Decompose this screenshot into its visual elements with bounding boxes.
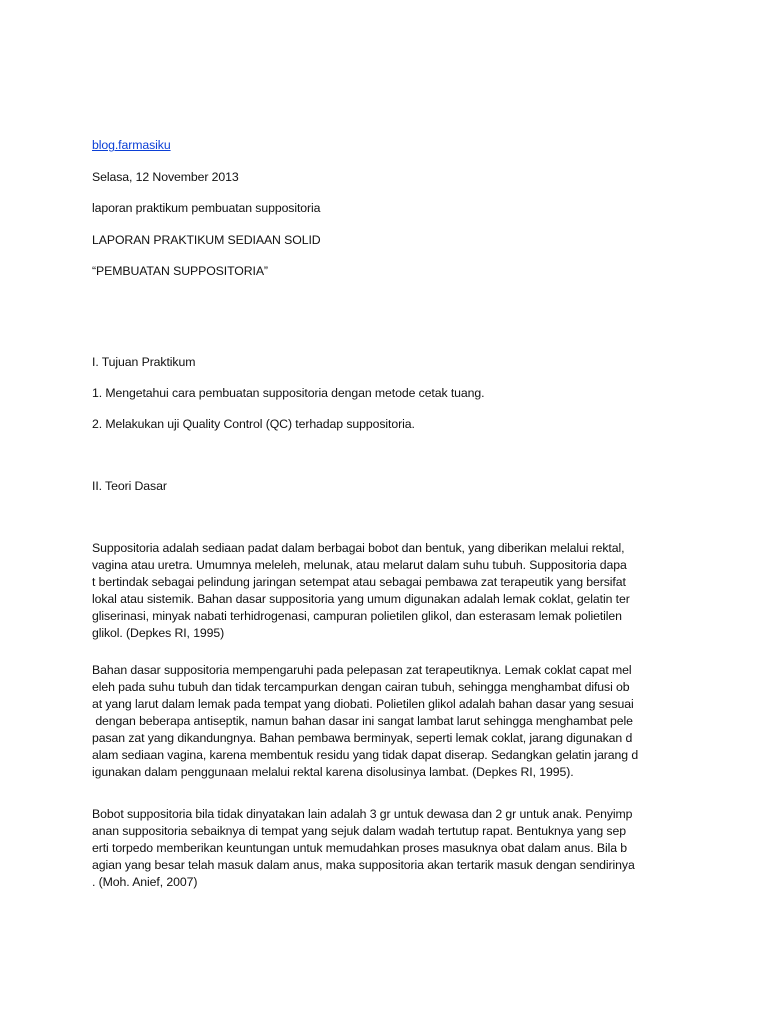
paragraph (92, 540, 630, 642)
paragraph-line: erti torpedo memberikan keuntungan untuk memudahkan proses masuknya obat dalam anus. Bila b (92, 841, 628, 855)
paragraph (92, 806, 635, 891)
section-heading-tujuan: I. Tujuan Praktikum (92, 355, 196, 369)
post-date: Selasa, 12 November 2013 (92, 170, 239, 184)
paragraph-line: . (Moh. Anief, 2007) (92, 875, 198, 889)
objective-item: 1. Mengetahui cara pembuatan suppositoria dengan metode cetak tuang. (92, 386, 485, 400)
report-title: LAPORAN PRAKTIKUM SEDIAAN SOLID (92, 233, 321, 247)
paragraph-line: pasan zat yang dikandungnya. Bahan pembawa berminyak, seperti lemak coklat, jarang digunakan d (92, 731, 633, 745)
paragraph-line: t bertindak sebagai pelindung jaringan setempat atau sebagai pembawa zat terapeutik yang bersifat (92, 575, 626, 589)
paragraph-line: dengan beberapa antiseptik, namun bahan dasar ini sangat lambat larut sehingga menghambat pele (92, 714, 633, 728)
post-title: laporan praktikum pembuatan suppositoria (92, 201, 321, 215)
paragraph-line: anan suppositoria sebaiknya di tempat yang sejuk dalam wadah tertutup rapat. Bentuknya yang sep (92, 824, 626, 838)
paragraph-line: glikol. (Depkes RI, 1995) (92, 626, 225, 640)
paragraph (92, 662, 638, 781)
report-subtitle: “PEMBUATAN SUPPOSITORIA” (92, 264, 268, 278)
paragraph-line: at yang larut dalam lemak pada tempat yang diobati. Polietilen glikol adalah bahan dasar yang sesuai (92, 697, 634, 711)
paragraph-line: igunakan dalam penggunaan melalui rektal karena disolusinya lambat. (Depkes RI, 1995). (92, 765, 574, 779)
paragraph-line: lokal atau sistemik. Bahan dasar suppositoria yang umum digunakan adalah lemak coklat, gelatin ter (92, 592, 630, 606)
paragraph-line: Bobot suppositoria bila tidak dinyatakan lain adalah 3 gr untuk dewasa dan 2 gr untuk anak. Penyimp (92, 807, 633, 821)
paragraph-line: gliserinasi, minyak nabati terhidrogenasi, campuran polietilen glikol, dan esterasam lemak polietilen (92, 609, 622, 623)
paragraph-line: Bahan dasar suppositoria mempengaruhi pada pelepasan zat terapeutiknya. Lemak coklat capat mel (92, 663, 632, 677)
section-heading-teori: II. Teori Dasar (92, 479, 167, 493)
paragraph-line: agian yang besar telah masuk dalam anus, maka suppositoria akan tertarik masuk dengan sendirinya (92, 858, 635, 872)
blog-link[interactable]: blog.farmasiku (92, 138, 171, 152)
paragraph-line: eleh pada suhu tubuh dan tidak tercampurkan dengan cairan tubuh, sehingga menghambat difusi ob (92, 680, 630, 694)
paragraph-line: Suppositoria adalah sediaan padat dalam berbagai bobot dan bentuk, yang diberikan melalui rektal, (92, 541, 625, 555)
objective-item: 2. Melakukan uji Quality Control (QC) terhadap suppositoria. (92, 417, 415, 431)
paragraph-line: vagina atau uretra. Umumnya meleleh, melunak, atau melarut dalam suhu tubuh. Suppositoria dapa (92, 558, 627, 572)
paragraph-line: alam sediaan vagina, karena membentuk residu yang tidak dapat diserap. Sedangkan gelatin jarang d (92, 748, 639, 762)
